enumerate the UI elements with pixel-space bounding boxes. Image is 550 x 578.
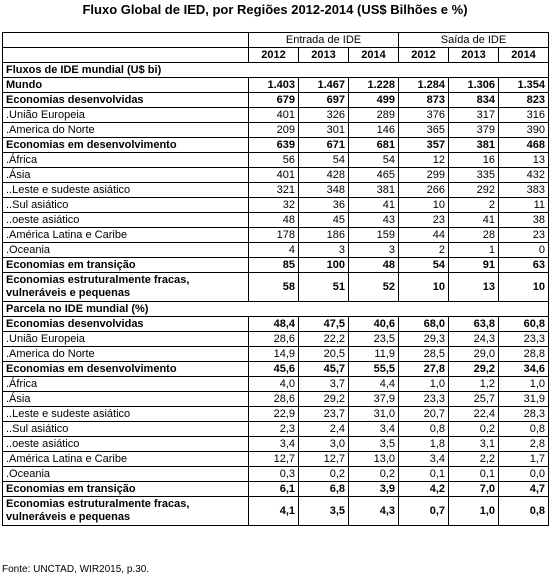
value-cell: 3 [299, 243, 349, 258]
value-cell: 335 [449, 168, 499, 183]
value-cell: 29,3 [399, 332, 449, 347]
value-cell: 390 [499, 123, 549, 138]
table-row [3, 93, 549, 108]
value-cell: 0,8 [399, 422, 449, 437]
value-cell: 12,7 [249, 452, 299, 467]
table-row [3, 153, 549, 168]
value-cell: 6,1 [249, 482, 299, 497]
value-cell: 0,7 [399, 497, 449, 526]
fdi-table [2, 32, 549, 526]
table-row [3, 138, 549, 153]
table-row [3, 213, 549, 228]
value-cell: 209 [249, 123, 299, 138]
value-cell: 383 [499, 183, 549, 198]
value-cell: 29,2 [299, 392, 349, 407]
value-cell: 2,4 [299, 422, 349, 437]
value-cell: 432 [499, 168, 549, 183]
value-cell: 379 [449, 123, 499, 138]
value-cell: 36 [299, 198, 349, 213]
value-cell: 428 [299, 168, 349, 183]
value-cell: 41 [349, 198, 399, 213]
row-label: ..oeste asiático [3, 213, 249, 228]
value-cell: 2,2 [449, 452, 499, 467]
row-label: .Ásia [3, 168, 249, 183]
value-cell: 1,8 [399, 437, 449, 452]
value-cell: 14,9 [249, 347, 299, 362]
value-cell: 671 [299, 138, 349, 153]
value-cell: 381 [349, 183, 399, 198]
row-label: .Oceania [3, 467, 249, 482]
value-cell: 321 [249, 183, 299, 198]
value-cell: 28,8 [499, 347, 549, 362]
value-cell: 1.306 [449, 78, 499, 93]
value-cell: 16 [449, 153, 499, 168]
table-row [3, 347, 549, 362]
value-cell: 23,3 [399, 392, 449, 407]
value-cell: 0,8 [499, 497, 549, 526]
table-row [3, 332, 549, 347]
value-cell: 60,8 [499, 317, 549, 332]
row-label: .América Latina e Caribe [3, 228, 249, 243]
value-cell: 85 [249, 258, 299, 273]
value-cell: 834 [449, 93, 499, 108]
value-cell: 365 [399, 123, 449, 138]
table-row [3, 243, 549, 258]
value-cell: 289 [349, 108, 399, 123]
value-cell: 56 [249, 153, 299, 168]
row-label: Economias em desenvolvimento [3, 138, 249, 153]
value-cell: 3,7 [299, 377, 349, 392]
value-cell: 28,5 [399, 347, 449, 362]
value-cell: 68,0 [399, 317, 449, 332]
value-cell: 301 [299, 123, 349, 138]
table-row [3, 392, 549, 407]
value-cell: 3,4 [349, 422, 399, 437]
value-cell: 381 [449, 138, 499, 153]
value-cell: 28,6 [249, 332, 299, 347]
table-row [3, 228, 549, 243]
value-cell: 13 [449, 273, 499, 302]
row-label: .África [3, 377, 249, 392]
value-cell: 3 [349, 243, 399, 258]
value-cell: 23 [399, 213, 449, 228]
table-row [3, 258, 549, 273]
value-cell: 34,6 [499, 362, 549, 377]
value-cell: 186 [299, 228, 349, 243]
value-cell: 401 [249, 168, 299, 183]
value-cell: 20,7 [399, 407, 449, 422]
header-row-groups [3, 33, 549, 48]
value-cell: 0,2 [299, 467, 349, 482]
value-cell: 3,5 [349, 437, 399, 452]
value-cell: 468 [499, 138, 549, 153]
value-cell: 54 [299, 153, 349, 168]
value-cell: 316 [499, 108, 549, 123]
row-label: Economias desenvolvidas [3, 317, 249, 332]
value-cell: 1,0 [399, 377, 449, 392]
value-cell: 3,5 [299, 497, 349, 526]
value-cell: 28,6 [249, 392, 299, 407]
row-label: Economias desenvolvidas [3, 93, 249, 108]
value-cell: 4,1 [249, 497, 299, 526]
row-label: Economias em transição [3, 258, 249, 273]
value-cell: 4,4 [349, 377, 399, 392]
value-cell: 1 [449, 243, 499, 258]
value-cell: 6,8 [299, 482, 349, 497]
row-label: ..Sul asiático [3, 198, 249, 213]
value-cell: 159 [349, 228, 399, 243]
value-cell: 317 [449, 108, 499, 123]
value-cell: 20,5 [299, 347, 349, 362]
value-cell: 326 [299, 108, 349, 123]
value-cell: 11 [499, 198, 549, 213]
value-cell: 873 [399, 93, 449, 108]
value-cell: 27,8 [399, 362, 449, 377]
value-cell: 348 [299, 183, 349, 198]
value-cell: 1.403 [249, 78, 299, 93]
value-cell: 10 [499, 273, 549, 302]
value-cell: 178 [249, 228, 299, 243]
value-cell: 10 [399, 198, 449, 213]
value-cell: 43 [349, 213, 399, 228]
row-label: Economias estruturalmente fracas, vulneráveis e pequenas [3, 497, 249, 526]
value-cell: 0,8 [499, 422, 549, 437]
header-row-years [3, 48, 549, 63]
value-cell: 1,0 [499, 377, 549, 392]
section-label: Fluxos de IDE mundial (U$ bi) [3, 63, 549, 78]
value-cell: 3,0 [299, 437, 349, 452]
value-cell: 0,3 [249, 467, 299, 482]
value-cell: 51 [299, 273, 349, 302]
year-header: 2014 [499, 48, 549, 63]
table-row [3, 108, 549, 123]
row-label: .América Latina e Caribe [3, 452, 249, 467]
table-row [3, 437, 549, 452]
value-cell: 45,6 [249, 362, 299, 377]
value-cell: 465 [349, 168, 399, 183]
value-cell: 38 [499, 213, 549, 228]
value-cell: 100 [299, 258, 349, 273]
value-cell: 63 [499, 258, 549, 273]
value-cell: 22,9 [249, 407, 299, 422]
value-cell: 32 [249, 198, 299, 213]
value-cell: 0,1 [399, 467, 449, 482]
value-cell: 22,4 [449, 407, 499, 422]
year-header: 2012 [399, 48, 449, 63]
row-label: Economias em desenvolvimento [3, 362, 249, 377]
source-note: Fonte: UNCTAD, WIR2015, p.30. [2, 564, 150, 575]
value-cell: 24,3 [449, 332, 499, 347]
value-cell: 823 [499, 93, 549, 108]
value-cell: 4,3 [349, 497, 399, 526]
value-cell: 4 [249, 243, 299, 258]
table-row [3, 467, 549, 482]
value-cell: 91 [449, 258, 499, 273]
value-cell: 679 [249, 93, 299, 108]
value-cell: 45,7 [299, 362, 349, 377]
value-cell: 48 [349, 258, 399, 273]
value-cell: 639 [249, 138, 299, 153]
section-header-row [3, 302, 549, 317]
value-cell: 23,5 [349, 332, 399, 347]
value-cell: 31,0 [349, 407, 399, 422]
year-header: 2013 [299, 48, 349, 63]
value-cell: 0,0 [499, 467, 549, 482]
value-cell: 376 [399, 108, 449, 123]
value-cell: 4,7 [499, 482, 549, 497]
value-cell: 292 [449, 183, 499, 198]
value-cell: 3,4 [399, 452, 449, 467]
value-cell: 13,0 [349, 452, 399, 467]
header-blank-cell [3, 33, 249, 48]
value-cell: 4,2 [399, 482, 449, 497]
value-cell: 41 [449, 213, 499, 228]
table-row [3, 422, 549, 437]
value-cell: 3,9 [349, 482, 399, 497]
row-label: .África [3, 153, 249, 168]
value-cell: 7,0 [449, 482, 499, 497]
value-cell: 3,1 [449, 437, 499, 452]
value-cell: 13 [499, 153, 549, 168]
value-cell: 31,9 [499, 392, 549, 407]
value-cell: 697 [299, 93, 349, 108]
row-label: .Ásia [3, 392, 249, 407]
value-cell: 499 [349, 93, 399, 108]
table-row [3, 123, 549, 138]
row-label: Economias estruturalmente fracas, vulneráveis e pequenas [3, 273, 249, 302]
row-label: Mundo [3, 78, 249, 93]
row-label: .União Europeia [3, 332, 249, 347]
value-cell: 3,4 [249, 437, 299, 452]
row-label: ..Leste e sudeste asiático [3, 407, 249, 422]
value-cell: 54 [349, 153, 399, 168]
value-cell: 357 [399, 138, 449, 153]
row-label: .America do Norte [3, 347, 249, 362]
table-row [3, 362, 549, 377]
table-row [3, 78, 549, 93]
value-cell: 266 [399, 183, 449, 198]
header-blank-cell [3, 48, 249, 63]
value-cell: 1,7 [499, 452, 549, 467]
value-cell: 54 [399, 258, 449, 273]
section-label: Parcela no IDE mundial (%) [3, 302, 549, 317]
value-cell: 48 [249, 213, 299, 228]
row-label: ..oeste asiático [3, 437, 249, 452]
value-cell: 2,8 [499, 437, 549, 452]
year-header: 2013 [449, 48, 499, 63]
value-cell: 29,0 [449, 347, 499, 362]
value-cell: 1.228 [349, 78, 399, 93]
value-cell: 12 [399, 153, 449, 168]
value-cell: 0 [499, 243, 549, 258]
row-label: Economias em transição [3, 482, 249, 497]
table-row [3, 482, 549, 497]
value-cell: 22,2 [299, 332, 349, 347]
value-cell: 1,2 [449, 377, 499, 392]
table-title: Fluxo Global de IED, por Regiões 2012-2014 (US$ Bilhões e %) [82, 2, 468, 17]
value-cell: 1,0 [449, 497, 499, 526]
table-row [3, 198, 549, 213]
table-row [3, 407, 549, 422]
value-cell: 63,8 [449, 317, 499, 332]
value-cell: 25,7 [449, 392, 499, 407]
value-cell: 146 [349, 123, 399, 138]
value-cell: 23,7 [299, 407, 349, 422]
value-cell: 55,5 [349, 362, 399, 377]
value-cell: 45 [299, 213, 349, 228]
row-label: ..Sul asiático [3, 422, 249, 437]
value-cell: 299 [399, 168, 449, 183]
value-cell: 2,3 [249, 422, 299, 437]
value-cell: 0,1 [449, 467, 499, 482]
value-cell: 681 [349, 138, 399, 153]
year-header: 2012 [249, 48, 299, 63]
row-label: .União Europeia [3, 108, 249, 123]
value-cell: 0,2 [449, 422, 499, 437]
year-header: 2014 [349, 48, 399, 63]
table-row [3, 317, 549, 332]
value-cell: 28,3 [499, 407, 549, 422]
value-cell: 58 [249, 273, 299, 302]
value-cell: 11,9 [349, 347, 399, 362]
row-label: .America do Norte [3, 123, 249, 138]
row-label: ..Leste e sudeste asiático [3, 183, 249, 198]
value-cell: 4,0 [249, 377, 299, 392]
value-cell: 47,5 [299, 317, 349, 332]
value-cell: 2 [399, 243, 449, 258]
table-row [3, 168, 549, 183]
value-cell: 12,7 [299, 452, 349, 467]
value-cell: 29,2 [449, 362, 499, 377]
value-cell: 52 [349, 273, 399, 302]
value-cell: 10 [399, 273, 449, 302]
value-cell: 1.354 [499, 78, 549, 93]
value-cell: 40,6 [349, 317, 399, 332]
table-row [3, 273, 549, 302]
value-cell: 1.284 [399, 78, 449, 93]
inflow-header: Entrada de IDE [249, 33, 399, 48]
value-cell: 28 [449, 228, 499, 243]
value-cell: 2 [449, 198, 499, 213]
outflow-header: Saída de IDE [399, 33, 549, 48]
table-row [3, 452, 549, 467]
value-cell: 0,2 [349, 467, 399, 482]
row-label: .Oceania [3, 243, 249, 258]
value-cell: 37,9 [349, 392, 399, 407]
value-cell: 401 [249, 108, 299, 123]
table-row [3, 183, 549, 198]
table-row [3, 377, 549, 392]
value-cell: 1.467 [299, 78, 349, 93]
value-cell: 23 [499, 228, 549, 243]
value-cell: 48,4 [249, 317, 299, 332]
value-cell: 23,3 [499, 332, 549, 347]
table-row [3, 497, 549, 526]
value-cell: 44 [399, 228, 449, 243]
section-header-row [3, 63, 549, 78]
